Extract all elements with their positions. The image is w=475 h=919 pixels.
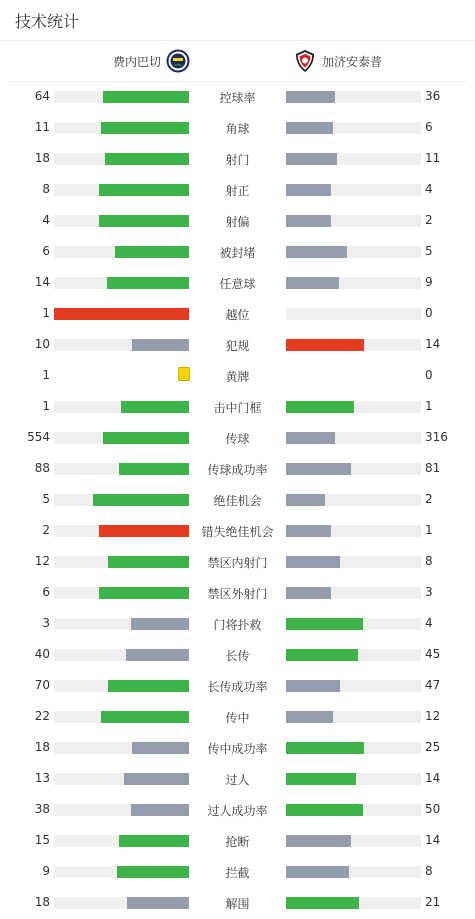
away-bar	[286, 773, 421, 785]
away-value: 36	[425, 89, 441, 103]
away-bar-fill	[286, 91, 335, 103]
away-bar	[286, 897, 421, 909]
away-bar-fill	[286, 618, 363, 630]
stat-row	[0, 639, 475, 670]
stat-label: 越位	[225, 308, 250, 322]
home-value: 15	[34, 833, 50, 847]
away-bar	[286, 835, 421, 847]
away-value: 25	[425, 740, 441, 754]
away-value: 47	[425, 678, 441, 692]
stat-row	[0, 763, 475, 794]
home-bar	[54, 122, 189, 134]
away-value: 50	[425, 802, 441, 816]
away-bar	[286, 401, 421, 413]
away-bar	[286, 277, 421, 289]
away-value: 0	[425, 368, 433, 382]
away-bar	[286, 463, 421, 475]
stat-label: 抢断	[225, 835, 250, 849]
away-value: 6	[425, 120, 433, 134]
away-value: 8	[425, 864, 433, 878]
away-bar-fill	[286, 835, 351, 847]
stat-row	[0, 515, 475, 546]
stat-label: 拦截	[225, 866, 250, 880]
home-bar-fill	[108, 556, 189, 568]
stat-label: 过人成功率	[207, 804, 268, 818]
stat-label: 禁区内射门	[207, 556, 268, 570]
home-bar-fill	[103, 91, 189, 103]
home-value: 1	[42, 399, 50, 413]
stat-row	[0, 236, 475, 267]
stat-label: 长传	[225, 649, 250, 663]
away-value: 9	[425, 275, 433, 289]
home-bar-fill	[108, 680, 189, 692]
away-value: 2	[425, 492, 433, 506]
away-bar-fill	[286, 897, 359, 909]
away-bar	[286, 556, 421, 568]
home-value: 554	[27, 430, 50, 444]
away-value: 81	[425, 461, 441, 475]
stat-row	[0, 608, 475, 639]
home-bar	[54, 587, 189, 599]
stat-row	[0, 794, 475, 825]
away-value: 4	[425, 182, 433, 196]
home-bar	[54, 897, 189, 909]
home-bar-fill	[99, 587, 189, 599]
away-bar	[286, 680, 421, 692]
home-bar-fill	[119, 835, 189, 847]
home-value: 70	[34, 678, 50, 692]
away-bar	[286, 153, 421, 165]
home-bar	[54, 804, 189, 816]
home-value: 6	[42, 244, 50, 258]
away-value: 14	[425, 337, 441, 351]
home-value: 88	[34, 461, 50, 475]
home-bar	[54, 494, 189, 506]
away-bar	[286, 432, 421, 444]
away-bar	[286, 91, 421, 103]
home-value: 38	[34, 802, 50, 816]
home-bar	[54, 277, 189, 289]
home-bar-fill	[103, 432, 189, 444]
stat-row	[0, 701, 475, 732]
away-bar	[286, 308, 421, 320]
home-bar-fill	[54, 308, 189, 320]
home-value: 64	[34, 89, 50, 103]
home-bar	[54, 463, 189, 475]
home-value: 4	[42, 213, 50, 227]
away-bar	[286, 246, 421, 258]
home-bar-fill	[131, 618, 189, 630]
away-bar-fill	[286, 742, 364, 754]
away-bar-fill	[286, 680, 340, 692]
stat-label: 传中成功率	[207, 742, 268, 756]
stat-label: 绝佳机会	[213, 494, 262, 508]
page-title: 技术统计	[15, 12, 80, 31]
home-bar	[54, 215, 189, 227]
away-bar-fill	[286, 463, 351, 475]
home-bar-fill	[126, 649, 189, 661]
home-bar	[54, 680, 189, 692]
home-bar	[54, 339, 189, 351]
home-bar-fill	[132, 742, 189, 754]
home-value: 40	[34, 647, 50, 661]
stat-row	[0, 670, 475, 701]
away-value: 4	[425, 616, 433, 630]
home-value: 18	[34, 151, 50, 165]
away-bar	[286, 866, 421, 878]
stat-row	[0, 298, 475, 329]
away-bar-fill	[286, 494, 325, 506]
stat-row	[0, 267, 475, 298]
home-bar-fill	[131, 804, 189, 816]
away-value: 14	[425, 833, 441, 847]
away-bar-fill	[286, 122, 333, 134]
home-bar	[54, 525, 189, 537]
away-bar	[286, 122, 421, 134]
away-value: 1	[425, 523, 433, 537]
stat-label: 传球	[225, 432, 250, 446]
home-bar-fill	[101, 122, 189, 134]
away-value: 21	[425, 895, 441, 909]
home-value: 9	[42, 864, 50, 878]
teams-header	[8, 41, 466, 82]
stat-row	[0, 422, 475, 453]
home-bar	[54, 742, 189, 754]
home-value: 6	[42, 585, 50, 599]
away-bar-fill	[286, 649, 358, 661]
stat-label: 门将扑救	[213, 618, 262, 632]
away-value: 11	[425, 151, 441, 165]
away-bar-fill	[286, 246, 347, 258]
stat-row	[0, 329, 475, 360]
away-bar	[286, 742, 421, 754]
away-bar-fill	[286, 711, 333, 723]
stat-row	[0, 391, 475, 422]
away-bar-fill	[286, 215, 331, 227]
away-bar-fill	[286, 277, 339, 289]
away-value: 12	[425, 709, 441, 723]
away-value: 14	[425, 771, 441, 785]
away-value: 8	[425, 554, 433, 568]
home-value: 3	[42, 616, 50, 630]
home-bar	[54, 835, 189, 847]
home-bar-fill	[119, 463, 189, 475]
gaziantep-crest-icon	[293, 49, 317, 73]
away-value: 2	[425, 213, 433, 227]
stat-row	[0, 453, 475, 484]
stat-row	[0, 577, 475, 608]
away-bar-fill	[286, 804, 363, 816]
away-bar	[286, 215, 421, 227]
home-bar-fill	[105, 153, 189, 165]
stat-label: 射正	[225, 184, 250, 198]
away-bar-fill	[286, 401, 354, 413]
home-bar	[54, 649, 189, 661]
away-bar	[286, 711, 421, 723]
home-bar-fill	[132, 339, 189, 351]
away-bar	[286, 587, 421, 599]
home-bar-fill	[124, 773, 189, 785]
stat-label: 长传成功率	[207, 680, 268, 694]
away-bar	[286, 339, 421, 351]
stat-label: 射偏	[225, 215, 250, 229]
stat-label: 角球	[225, 122, 250, 136]
home-bar-fill	[107, 277, 189, 289]
home-value: 11	[34, 120, 50, 134]
stat-label: 传中	[225, 711, 250, 725]
home-bar	[54, 432, 189, 444]
stat-label: 解围	[225, 897, 250, 911]
away-bar-fill	[286, 525, 331, 537]
stat-label: 任意球	[219, 277, 256, 291]
stat-row	[0, 825, 475, 856]
home-bar	[54, 246, 189, 258]
home-value: 18	[34, 895, 50, 909]
home-bar-fill	[101, 711, 189, 723]
stats-header	[0, 0, 475, 41]
home-bar-fill	[99, 215, 189, 227]
away-bar-fill	[286, 153, 337, 165]
stat-label: 黄牌	[225, 370, 250, 384]
stat-label: 错失绝佳机会	[201, 525, 274, 539]
home-bar	[54, 618, 189, 630]
stat-row	[0, 143, 475, 174]
stat-label: 过人	[225, 773, 250, 787]
home-value: 2	[42, 523, 50, 537]
away-bar-fill	[286, 432, 335, 444]
away-bar	[286, 184, 421, 196]
stat-label: 射门	[225, 153, 250, 167]
away-bar	[286, 494, 421, 506]
stat-row	[0, 856, 475, 887]
stat-label: 禁区外射门	[207, 587, 268, 601]
away-bar	[286, 618, 421, 630]
home-value: 18	[34, 740, 50, 754]
home-bar	[54, 711, 189, 723]
home-bar-fill	[99, 184, 189, 196]
home-bar	[54, 773, 189, 785]
home-bar	[54, 401, 189, 413]
away-bar-fill	[286, 339, 364, 351]
stat-row	[0, 887, 475, 918]
home-team[interactable]	[113, 49, 190, 73]
away-bar	[286, 525, 421, 537]
stat-row	[0, 81, 475, 112]
stat-row	[0, 174, 475, 205]
home-value: 10	[34, 337, 50, 351]
home-bar-fill	[127, 897, 189, 909]
stat-label: 犯规	[225, 339, 250, 353]
stat-row	[0, 360, 475, 391]
home-bar	[54, 184, 189, 196]
away-value: 5	[425, 244, 433, 258]
away-bar-fill	[286, 773, 356, 785]
home-bar-fill	[99, 525, 189, 537]
home-value: 12	[34, 554, 50, 568]
away-value: 3	[425, 585, 433, 599]
stat-label: 被封堵	[219, 246, 256, 260]
away-value: 45	[425, 647, 441, 661]
stat-row	[0, 205, 475, 236]
away-team[interactable]	[293, 49, 382, 73]
home-bar	[54, 153, 189, 165]
away-value: 0	[425, 306, 433, 320]
home-bar	[54, 91, 189, 103]
home-bar-fill	[117, 866, 189, 878]
home-team-name: 费内巴切	[112, 54, 161, 69]
home-value: 1	[42, 306, 50, 320]
away-bar	[286, 804, 421, 816]
stat-label: 控球率	[219, 91, 256, 105]
away-bar-fill	[286, 587, 331, 599]
away-bar-fill	[286, 184, 331, 196]
stat-row	[0, 546, 475, 577]
away-bar	[286, 649, 421, 661]
home-bar-fill	[121, 401, 189, 413]
stat-label: 传球成功率	[207, 463, 268, 477]
home-bar-fill	[115, 246, 189, 258]
stat-row	[0, 484, 475, 515]
home-value: 1	[42, 368, 50, 382]
home-bar	[54, 556, 189, 568]
away-team-name: 加济安泰普	[322, 54, 383, 69]
home-value: 14	[34, 275, 50, 289]
home-value: 5	[42, 492, 50, 506]
home-bar	[54, 308, 189, 320]
stat-label: 击中门框	[213, 401, 262, 415]
home-value: 22	[34, 709, 50, 723]
away-value: 316	[425, 430, 448, 444]
home-bar-fill	[93, 494, 189, 506]
away-value: 1	[425, 399, 433, 413]
home-value: 8	[42, 182, 50, 196]
away-bar-fill	[286, 866, 349, 878]
home-bar	[54, 866, 189, 878]
fenerbahce-crest-icon	[166, 49, 190, 73]
stat-row	[0, 112, 475, 143]
home-value: 13	[34, 771, 50, 785]
away-bar-fill	[286, 556, 340, 568]
stat-row	[0, 732, 475, 763]
